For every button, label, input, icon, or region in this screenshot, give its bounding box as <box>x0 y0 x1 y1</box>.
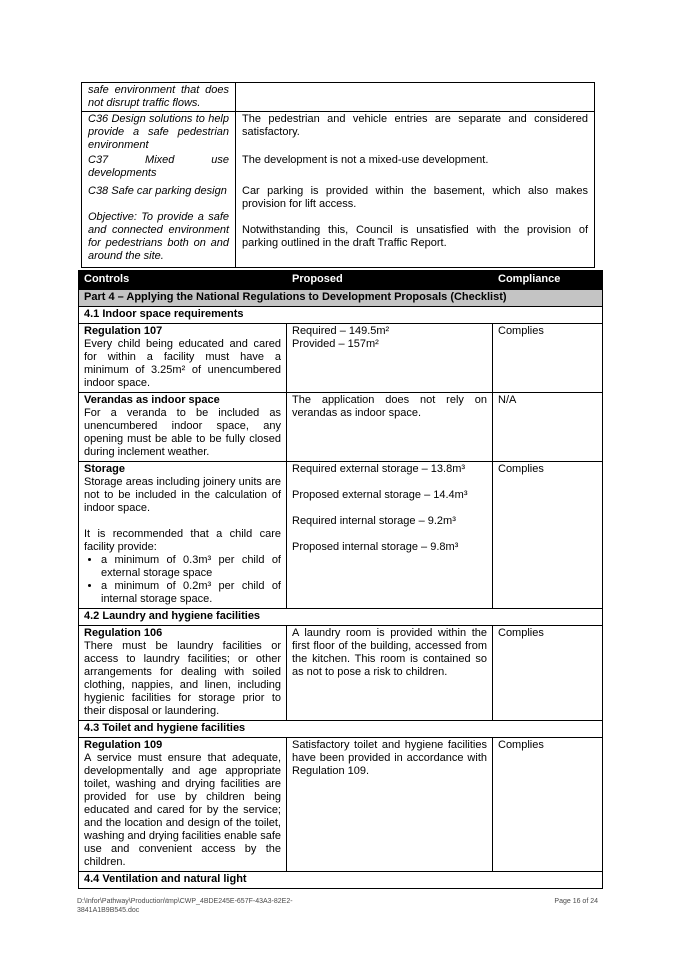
section-row-43 <box>79 721 603 738</box>
regulation-body: There must be laundry facilities or access to laundry facilities; or other arrangements for dealing with soiled clothing, nappies, and linen, including hygienic facilities for storage prior to their disposal or laundering. <box>84 640 281 717</box>
control-cell <box>79 324 287 393</box>
part4-title: Part 4 – Applying the National Regulations to Development Proposals (Checklist) <box>79 290 603 307</box>
response-text: Notwithstanding this, Council is unsatisfied with the provision of parking outlined in the draft Traffic Report. <box>242 224 588 249</box>
control-cell <box>82 181 236 268</box>
proposed-cell <box>287 626 493 721</box>
regulation-body: A service must ensure that adequate, developmentally and age appropriate toilet, washing and drying facilities are provided for use by children being educated and cared for by the service; and the location and design of the toilet, washing and drying facilities enable safe use and convenient access by the children. <box>84 752 281 868</box>
regulation-body: Every child being educated and cared for within a facility must have a minimum of 3.25m² of unencumbered indoor space. <box>84 338 281 389</box>
compliance-text: Complies <box>498 739 544 751</box>
control-cell <box>79 393 287 462</box>
proposed-text: Proposed external storage – 14.4m³ <box>292 489 468 501</box>
response-cell <box>236 153 595 181</box>
compliance-text: Complies <box>498 325 544 337</box>
proposed-text: Provided – 157m² <box>292 338 379 350</box>
proposed-cell <box>287 393 493 462</box>
footer-page-number: Page 16 of 24 <box>554 898 598 905</box>
section-title: 4.2 Laundry and hygiene facilities <box>79 609 603 626</box>
response-text: The development is not a mixed-use development. <box>242 154 489 166</box>
regulation-title: Verandas as indoor space <box>84 394 220 406</box>
compliance-cell <box>493 324 603 393</box>
compliance-cell <box>493 738 603 872</box>
footer-path-line1: D:\Infor\Pathway\Production\tmp\CWP_4BDE245E-657F-43A3-82E2- <box>77 898 293 905</box>
control-text: safe environment that does not disrupt traffic flows. <box>88 84 229 109</box>
regulation-title: Regulation 107 <box>84 325 163 337</box>
compliance-text: Complies <box>498 463 544 475</box>
table-row-reg107 <box>79 324 603 393</box>
section-title: 4.3 Toilet and hygiene facilities <box>79 721 603 738</box>
proposed-text: Required external storage – 13.8m³ <box>292 463 466 475</box>
compliance-header-cell: Compliance <box>493 271 603 290</box>
section-row-41 <box>79 307 603 324</box>
table-row <box>82 181 595 268</box>
control-text: C36 Design solutions to help provide a safe pedestrian environment <box>88 113 229 151</box>
compliance-text: Complies <box>498 627 544 639</box>
table-row-reg106 <box>79 626 603 721</box>
regulation-body: It is recommended that a child care facility provide: <box>84 528 281 553</box>
control-cell <box>79 462 287 609</box>
compliance-text: N/A <box>498 394 517 406</box>
table-header-row <box>79 271 603 290</box>
table-row <box>82 153 595 181</box>
regulation-body: Storage areas including joinery units are not to be included in the calculation of indoor space. <box>84 476 281 514</box>
proposed-text: A laundry room is provided within the first floor of the building, accessed from the kitchen. This room is contained so as not to pose a risk to children. <box>292 627 487 678</box>
control-objective-text: Objective: To provide a safe and connected environment for pedestrians both on and around the site. <box>88 211 229 262</box>
controls-header-cell: Controls <box>79 271 287 290</box>
regulation-title: Regulation 109 <box>84 739 163 751</box>
control-cell <box>82 83 236 112</box>
regulation-title: Regulation 106 <box>84 627 163 639</box>
proposed-text: Required – 149.5m² <box>292 325 390 337</box>
proposed-text: Satisfactory toilet and hygiene facilities have been provided in accordance with Regulation 109. <box>292 739 487 777</box>
section-title: 4.1 Indoor space requirements <box>79 307 603 324</box>
section-row-42 <box>79 609 603 626</box>
control-text: C37 Mixed use developments <box>88 154 229 179</box>
control-cell <box>82 153 236 181</box>
proposed-header-cell: Proposed <box>287 271 493 290</box>
footer-path-line2: 3841A1B9B545.doc <box>77 907 140 914</box>
response-cell <box>236 112 595 154</box>
storage-recommendation-list <box>84 554 281 606</box>
control-text: C38 Safe car parking design <box>88 185 227 197</box>
proposed-text: Proposed internal storage – 9.8m³ <box>292 541 459 553</box>
table-row-reg109 <box>79 738 603 872</box>
table-row-storage <box>79 462 603 609</box>
proposed-cell <box>287 462 493 609</box>
list-item: • a minimum of 0.2m³ per child of internal storage space. <box>101 580 281 606</box>
response-text: Car parking is provided within the basement, which also makes provision for lift access. <box>242 185 588 210</box>
section-title: 4.4 Ventilation and natural light <box>79 872 603 889</box>
regulation-body: For a veranda to be included as unencumbered indoor space, any opening must be able to be fully closed during inclement weather. <box>84 407 281 458</box>
footer-document-path <box>77 897 339 915</box>
control-cell <box>82 112 236 154</box>
response-text: The pedestrian and vehicle entries are separate and considered satisfactory. <box>242 113 588 138</box>
table-row <box>82 112 595 154</box>
compliance-cell <box>493 462 603 609</box>
control-cell <box>79 738 287 872</box>
proposed-cell <box>287 738 493 872</box>
part4-checklist-table <box>78 270 603 889</box>
response-cell <box>236 181 595 268</box>
proposed-cell <box>287 324 493 393</box>
response-cell-empty <box>236 83 595 112</box>
traffic-controls-table <box>81 82 595 268</box>
section-row-44 <box>79 872 603 889</box>
table-row-verandas <box>79 393 603 462</box>
list-item: • a minimum of 0.3m³ per child of external storage space <box>101 554 281 580</box>
table-row <box>82 83 595 112</box>
proposed-text: The application does not rely on verandas as indoor space. <box>292 394 487 419</box>
control-cell <box>79 626 287 721</box>
regulation-title: Storage <box>84 463 125 475</box>
part4-title-row <box>79 290 603 307</box>
compliance-cell <box>493 393 603 462</box>
compliance-cell <box>493 626 603 721</box>
proposed-text: Required internal storage – 9.2m³ <box>292 515 456 527</box>
